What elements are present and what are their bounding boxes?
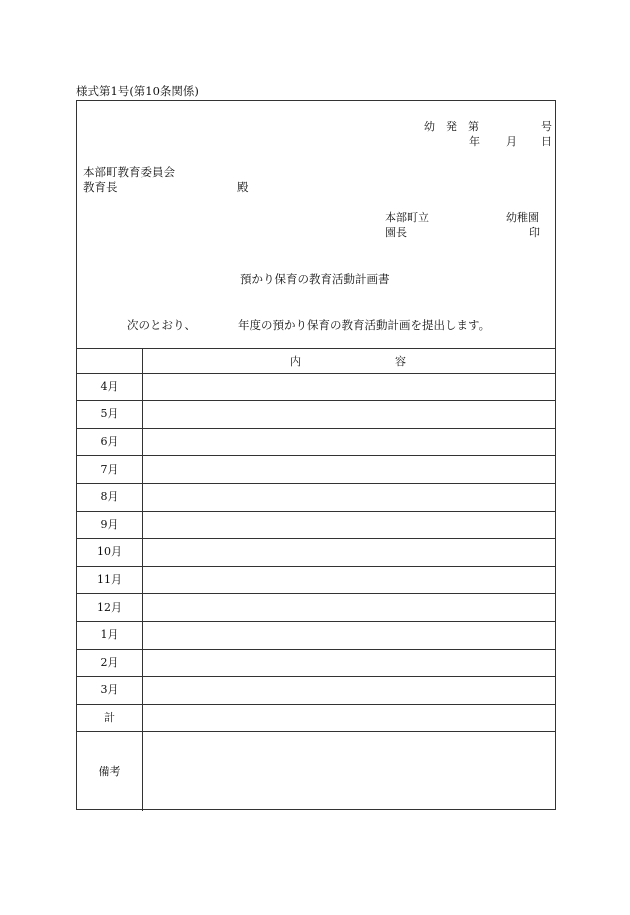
table-row-border xyxy=(77,483,555,484)
month-label-oct: 10月 xyxy=(97,545,122,558)
table-row-border xyxy=(77,400,555,401)
table-row-border xyxy=(77,511,555,512)
date-day-label: 日 xyxy=(541,135,552,148)
document-title: 預かり保育の教育活動計画書 xyxy=(240,272,390,286)
sender-seal-label: 印 xyxy=(529,226,540,239)
month-label-aug: 8月 xyxy=(100,490,119,503)
month-label-nov: 11月 xyxy=(97,573,122,586)
month-label-sep: 9月 xyxy=(100,518,119,531)
month-label-jan: 1月 xyxy=(100,628,119,641)
table-row-border xyxy=(77,676,555,677)
table-row-border xyxy=(77,455,555,456)
month-label-apr: 4月 xyxy=(100,380,119,393)
table-row-border xyxy=(77,704,555,705)
table-row-border xyxy=(77,649,555,650)
table-row-border xyxy=(77,593,555,594)
sender-principal-label: 園長 xyxy=(385,226,407,239)
doc-number-prefix-2: 発 xyxy=(446,120,457,133)
addressee-board: 本部町教育委員会 xyxy=(83,165,175,179)
table-row-border xyxy=(77,373,555,374)
month-label-dec: 12月 xyxy=(97,601,122,614)
form-frame xyxy=(76,100,556,810)
month-label-jun: 6月 xyxy=(100,435,119,448)
table-row-border xyxy=(77,428,555,429)
table-row-border xyxy=(77,566,555,567)
date-year-label: 年 xyxy=(469,135,480,148)
table-row-border xyxy=(77,621,555,622)
doc-number-suffix: 号 xyxy=(541,120,552,133)
month-label-mar: 3月 xyxy=(100,683,119,696)
table-row-border xyxy=(77,731,555,732)
date-month-label: 月 xyxy=(506,135,517,148)
table-top-border xyxy=(77,348,555,349)
month-label-may: 5月 xyxy=(100,407,119,420)
doc-number-prefix-3: 第 xyxy=(468,120,479,133)
total-label: 計 xyxy=(104,711,115,724)
table-header-content-left: 内 xyxy=(290,355,301,368)
sender-town-label: 本部町立 xyxy=(385,211,429,224)
month-label-jul: 7月 xyxy=(100,463,119,476)
table-header-content-right: 容 xyxy=(395,355,406,368)
sender-kindergarten-label: 幼稚園 xyxy=(506,211,539,224)
body-text-part1: 次のとおり、 xyxy=(127,318,196,332)
addressee-honorific: 殿 xyxy=(237,180,249,194)
remarks-label: 備考 xyxy=(98,765,121,778)
doc-number-prefix-1: 幼 xyxy=(424,120,435,133)
month-label-feb: 2月 xyxy=(100,656,119,669)
body-text-part2: 年度の預かり保育の教育活動計画を提出します。 xyxy=(238,318,491,332)
table-column-divider xyxy=(142,348,143,811)
table-row-border xyxy=(77,538,555,539)
addressee-superintendent: 教育長 xyxy=(83,180,118,194)
form-number-label: 様式第1号(第10条関係) xyxy=(76,84,199,98)
